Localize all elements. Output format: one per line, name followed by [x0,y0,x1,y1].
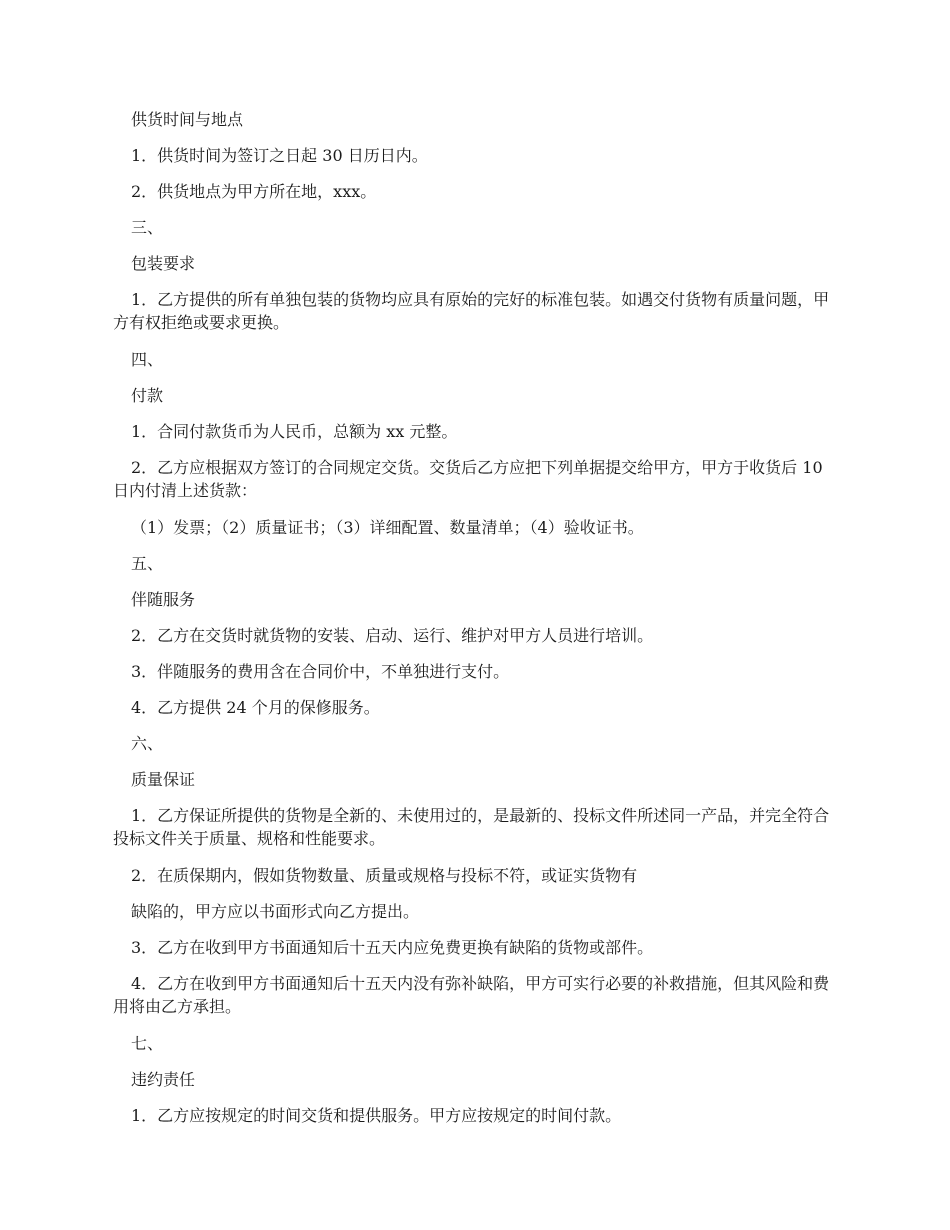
section-heading-service: 伴随服务 [131,590,196,609]
clause-quality-1: 1．乙方保证所提供的货物是全新的、未使用过的，是最新的、投标文件所述同一产品，并完全符合投标文件关于质量、规格和性能要求。 [113,806,830,848]
clause-service-2: 2．乙方在交货时就货物的安装、启动、运行、维护对甲方人员进行培训。 [131,626,654,645]
clause-quality-2b: 缺陷的，甲方应以书面形式向乙方提出。 [131,902,420,921]
clause-service-3: 3．伴随服务的费用含在合同价中，不单独进行支付。 [131,662,510,681]
section-heading-payment: 付款 [131,386,164,405]
clause-quality-2a: 2．在质保期内，假如货物数量、质量或规格与投标不符，或证实货物有 [131,866,638,885]
section-number-5: 五、 [131,554,164,573]
section-heading-liability: 违约责任 [131,1070,196,1089]
section-number-3: 三、 [131,218,164,237]
clause-service-4: 4．乙方提供 24 个月的保修服务。 [131,698,380,717]
section-heading-quality: 质量保证 [131,770,196,789]
clause-payment-1: 1．合同付款货币为人民币，总额为 xx 元整。 [131,422,458,441]
clause-quality-4: 4．乙方在收到甲方书面通知后十五天内没有弥补缺陷，甲方可实行必要的补救措施，但其风险和费用将由乙方承担。 [113,974,830,1016]
section-heading-packaging: 包装要求 [131,254,196,273]
section-number-6: 六、 [131,734,164,753]
section-heading-delivery: 供货时间与地点 [131,110,244,129]
clause-delivery-place: 2．供货地点为甲方所在地，xxx。 [131,182,377,201]
clause-payment-2: 2．乙方应根据双方签订的合同规定交货。交货后乙方应把下列单据提交给甲方，甲方于收货后 10 日内付清上述货款： [113,458,823,500]
clause-delivery-time: 1．供货时间为签订之日起 30 日历日内。 [131,146,428,165]
clause-quality-3: 3．乙方在收到甲方书面通知后十五天内应免费更换有缺陷的货物或部件。 [131,938,654,957]
clause-packaging-1: 1．乙方提供的所有单独包装的货物均应具有原始的完好的标准包装。如遇交付货物有质量问题，甲方有权拒绝或要求更换。 [113,290,830,332]
section-number-4: 四、 [131,350,164,369]
section-number-7: 七、 [131,1034,164,1053]
clause-liability-1: 1．乙方应按规定的时间交货和提供服务。甲方应按规定的时间付款。 [131,1106,622,1125]
clause-payment-documents: （1）发票；（2）质量证书；（3）详细配置、数量清单；（4）验收证书。 [131,518,644,537]
